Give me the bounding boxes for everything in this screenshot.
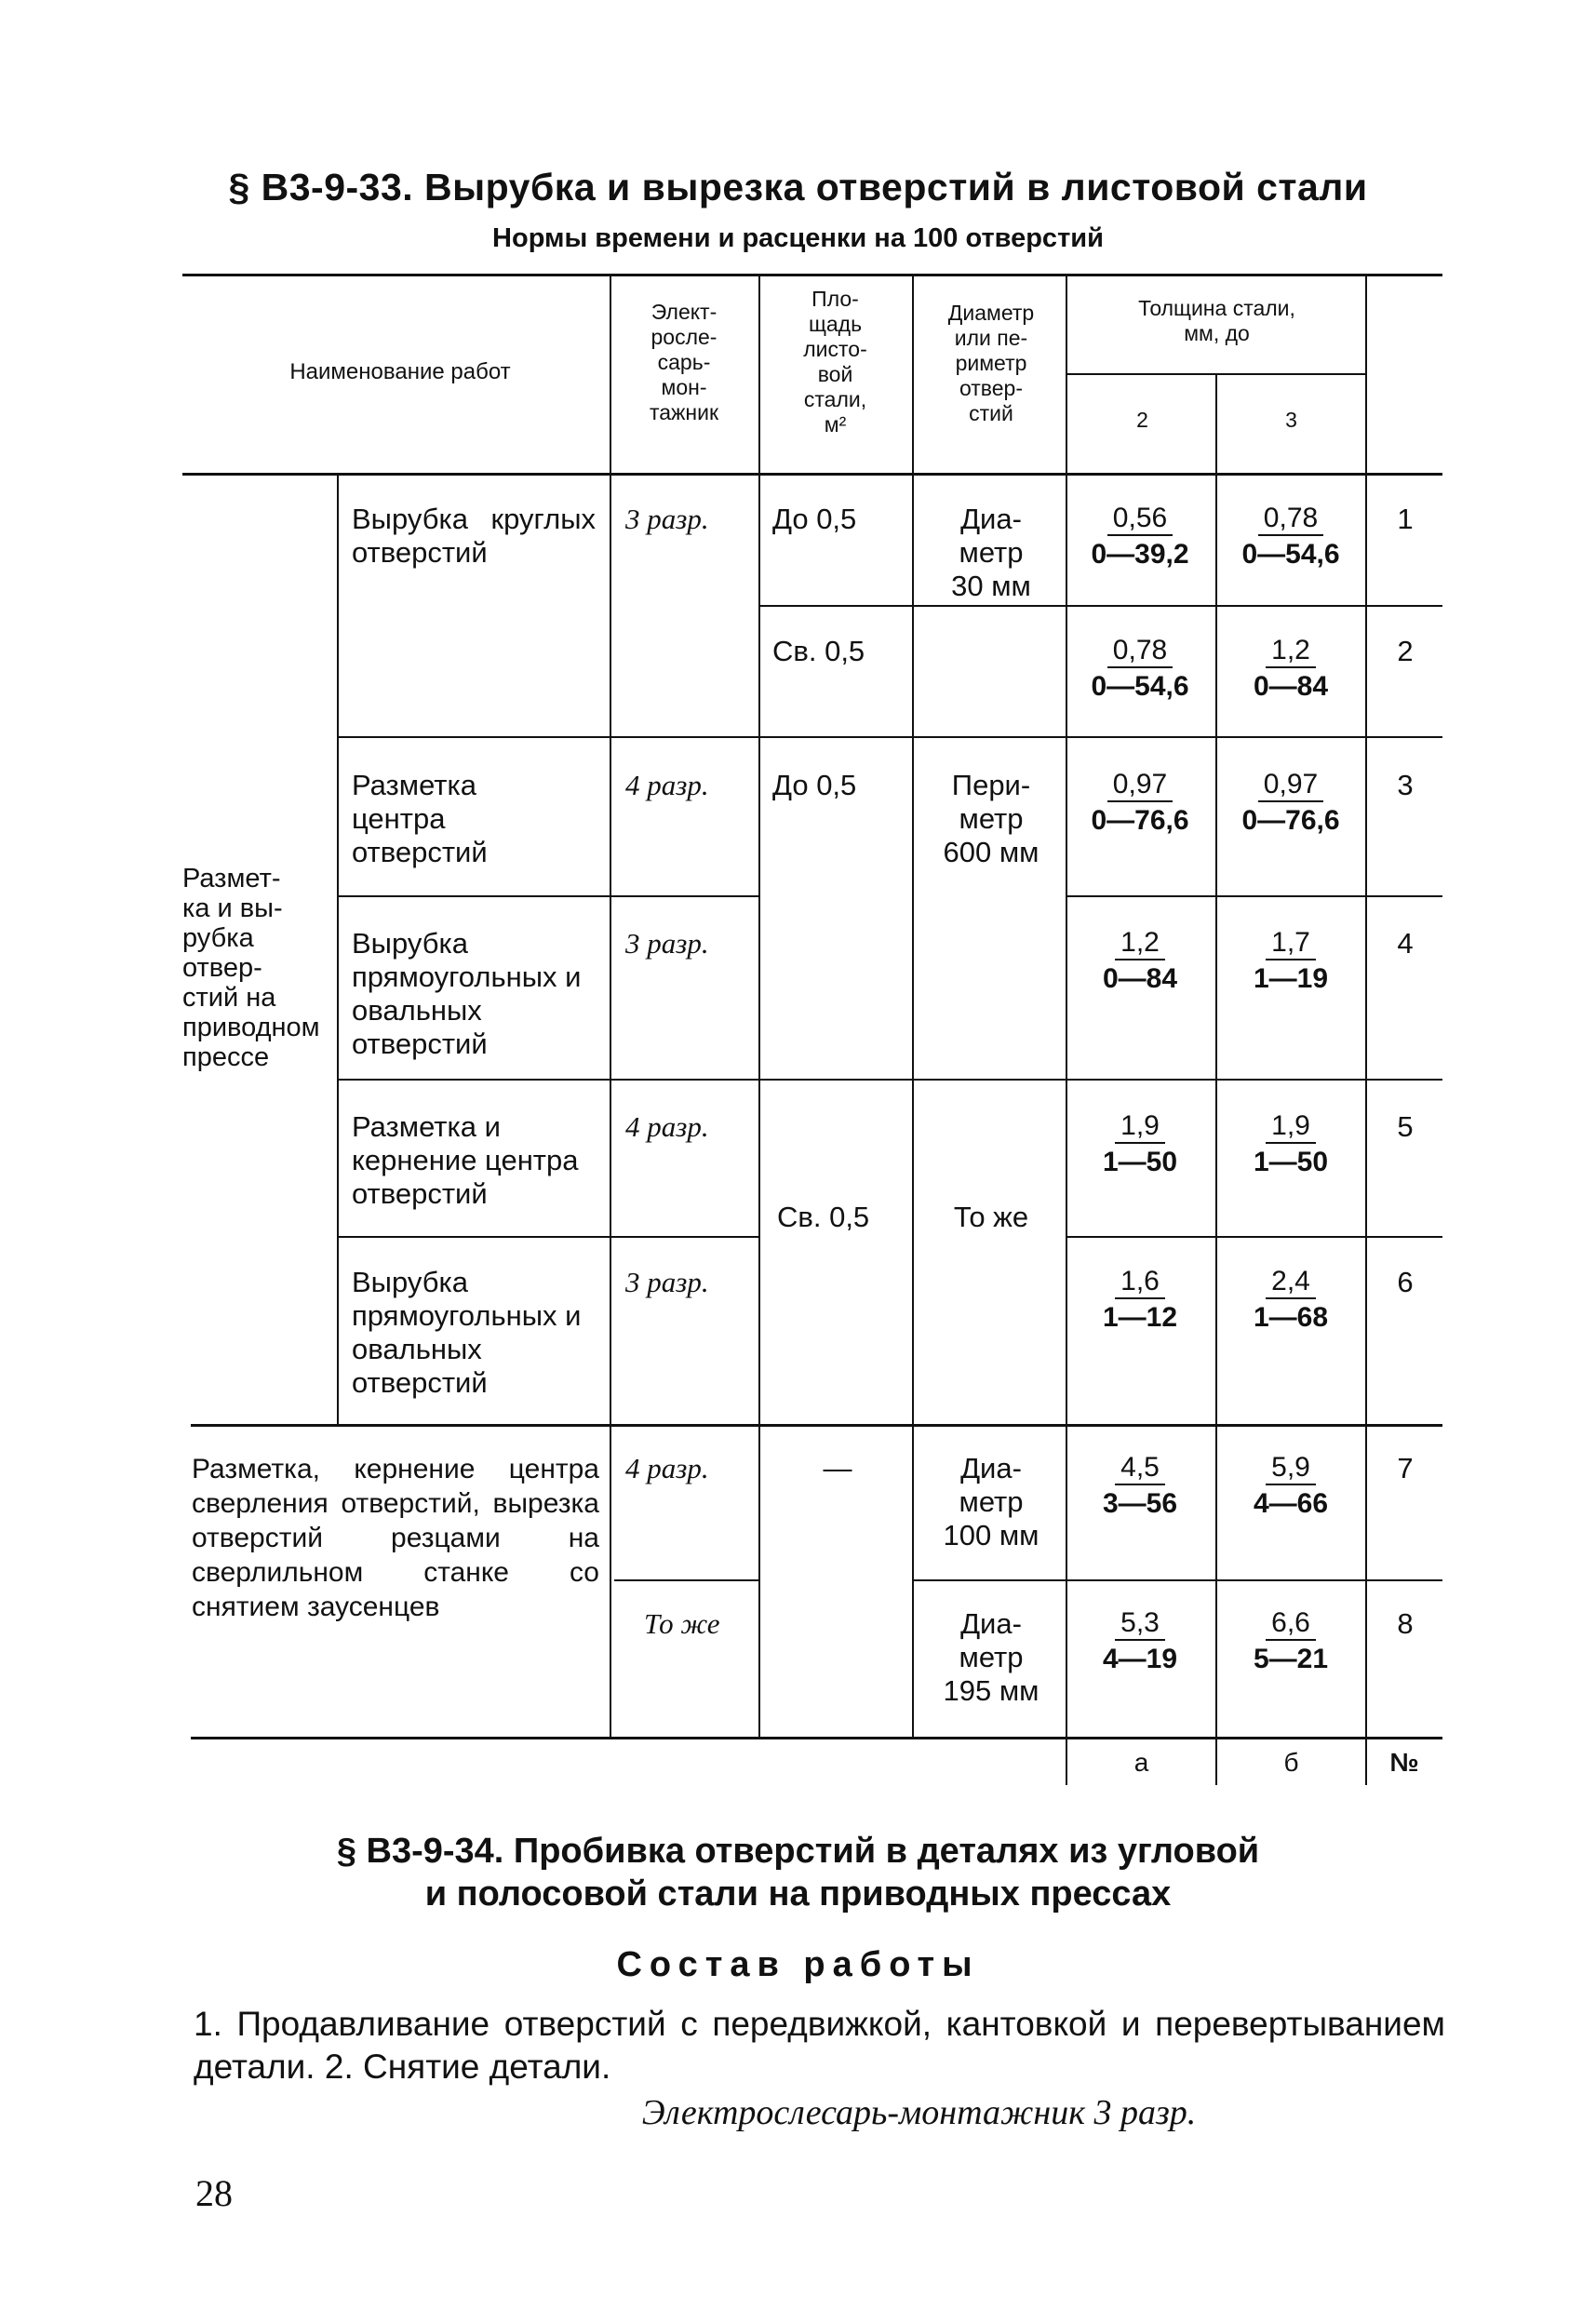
row1-area: До 0,5 xyxy=(772,503,857,535)
row5-rate-b: $\frac{1,9}{1—50}$ xyxy=(1253,1110,1329,1177)
section-title: § В3-9-33. Вырубка и вырезка отверстий в листовой стали xyxy=(228,166,1368,208)
row6-rate-b: $\frac{2,4}{1—68}$ xyxy=(1253,1266,1329,1333)
row4-worker: 3 разр. xyxy=(625,927,709,960)
row2-rate-a: $\frac{0,78}{0—54,6}$ xyxy=(1091,635,1189,702)
row8-worker: То же xyxy=(644,1607,720,1640)
row3-rate-b: $\frac{0,97}{0—76,6}$ xyxy=(1241,769,1340,836)
row7-number: 7 xyxy=(1397,1452,1414,1484)
table-subtitle: Нормы времени и расценки на 100 отверстий xyxy=(492,223,1104,253)
section2-paragraph: 1. Продавливание отверстий с передвижкой, кантовкой и перевертыванием детали. 2. Снятие детали. xyxy=(194,2005,1445,2086)
group-label: Размет- ка и вы- рубка отвер- стий на приводном прессе xyxy=(182,864,320,1072)
row4-name: Вырубка прямоугольных и овальных отверстий xyxy=(352,927,582,1060)
row3-worker: 4 разр. xyxy=(625,769,709,801)
row6-name: Вырубка прямоугольных и овальных отверстий xyxy=(352,1266,582,1399)
row8-rate-a: $\frac{5,3}{4—19}$ xyxy=(1102,1607,1178,1674)
row7-rate-b: $\frac{5,9}{4—66}$ xyxy=(1253,1452,1329,1519)
row4-number: 4 xyxy=(1397,927,1414,960)
header-diameter: Диаметр или пе- риметр отвер- стий xyxy=(947,301,1035,425)
header-area: Пло- щадь листо- вой стали, м² xyxy=(803,287,867,436)
row1-worker: 3 разр. xyxy=(625,503,709,535)
row2-rate-b: $\frac{1,2}{0—84}$ xyxy=(1253,635,1329,702)
footer-col-a: а xyxy=(1133,1748,1149,1777)
row1-rate-a: $\frac{0,56}{0—39,2}$ xyxy=(1091,503,1189,570)
row6-number: 6 xyxy=(1397,1266,1414,1298)
row5-rate-a: $\frac{1,9}{1—50}$ xyxy=(1102,1110,1178,1177)
row7-name: Разметка, кернение центра сверления отверстий, вырезка отверстий резцами на сверлильном станке со снятием заусенцев xyxy=(192,1454,599,1622)
row7-worker: 4 разр. xyxy=(625,1452,709,1484)
row1-rate-b: $\frac{0,78}{0—54,6}$ xyxy=(1241,503,1340,570)
row7-diameter: Диа- метр 100 мм xyxy=(943,1452,1039,1551)
header-worker: Элект- росле- сарь- мон- тажник xyxy=(649,300,719,424)
row5-diameter: То же xyxy=(953,1201,1029,1233)
header-thickness-2: 2 xyxy=(1136,408,1148,432)
row5-number: 5 xyxy=(1397,1110,1414,1143)
row5-area: Св. 0,5 xyxy=(777,1201,870,1233)
row3-diameter: Пери- метр 600 мм xyxy=(943,769,1039,868)
row6-worker: 3 разр. xyxy=(625,1266,709,1298)
row5-name: Разметка и кернение центра отверстий xyxy=(352,1110,579,1210)
row3-rate-a: $\frac{0,97}{0—76,6}$ xyxy=(1091,769,1189,836)
header-name: Наименование работ xyxy=(289,359,511,384)
row3-name: Разметка центра отверстий xyxy=(352,769,488,868)
row4-rate-a: $\frac{1,2}{0—84}$ xyxy=(1102,927,1178,994)
section2-worker: Электрослесарь-монтажник 3 разр. xyxy=(641,2093,1197,2132)
header-thickness: Толщина стали, мм, до xyxy=(1138,296,1295,345)
row1-diameter: Диа- метр 30 мм xyxy=(951,503,1031,602)
row4-rate-b: $\frac{1,7}{1—19}$ xyxy=(1253,927,1329,994)
section2-heading: Состав работы xyxy=(616,1945,980,1984)
row1-name: Вырубка круглых отверстий xyxy=(352,503,596,569)
page-number: 28 xyxy=(195,2172,233,2214)
row6-rate-a: $\frac{1,6}{1—12}$ xyxy=(1102,1266,1178,1333)
row8-diameter: Диа- метр 195 мм xyxy=(943,1607,1039,1707)
row2-area: Св. 0,5 xyxy=(772,635,865,667)
row7-rate-a: $\frac{4,5}{3—56}$ xyxy=(1102,1452,1178,1519)
row8-number: 8 xyxy=(1397,1607,1414,1640)
row3-number: 3 xyxy=(1397,769,1414,801)
row3-area: До 0,5 xyxy=(772,769,857,801)
row7-area: — xyxy=(823,1452,852,1484)
footer-col-b: б xyxy=(1283,1748,1299,1777)
header-thickness-3: 3 xyxy=(1285,408,1297,432)
footer-col-no: № xyxy=(1389,1748,1419,1777)
row5-worker: 4 разр. xyxy=(625,1110,709,1143)
row1-number: 1 xyxy=(1397,503,1414,535)
row2-number: 2 xyxy=(1397,635,1414,667)
section2-title: § В3-9-34. Пробивка отверстий в деталях из угловой и полосовой стали на приводных прессах xyxy=(336,1832,1260,1914)
row8-rate-b: $\frac{6,6}{5—21}$ xyxy=(1253,1607,1329,1674)
